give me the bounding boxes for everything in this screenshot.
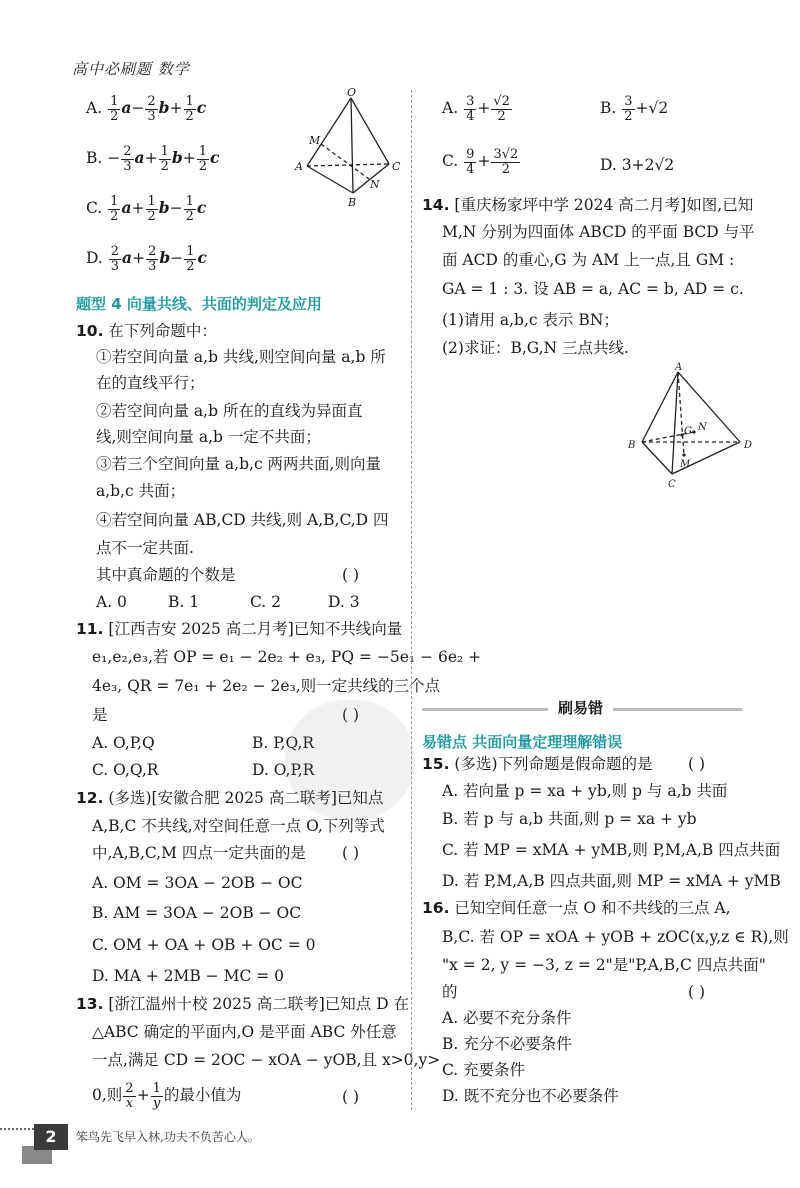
- q12-option-a[interactable]: A. OM = 3OA − 2OB − OC: [92, 874, 303, 892]
- q12-line-1: 12. (多选)[安徽合肥 2025 高二联考]已知点: [76, 789, 384, 807]
- fig1-label-n: N: [370, 178, 380, 191]
- q10-line-8: 点不一定共面.: [96, 539, 194, 557]
- q10-option-d[interactable]: D. 3: [328, 593, 360, 611]
- q15-stem: 15. (多选)下列命题是假命题的是: [422, 755, 653, 773]
- section-title-4: 题型 4 向量共线、共面的判定及应用: [76, 295, 322, 313]
- q12-line-2: A,B,C 不共线,对空间任意一点 O,下列等式: [92, 817, 385, 835]
- q15-option-c[interactable]: C. 若 MP = xMA + yMB,则 P,M,A,B 四点共面: [442, 841, 781, 859]
- q9-option-a[interactable]: A. $\frac{1}{2}$ a− $\frac{2}{3}$ b+ $\frac{1}{2}$ c: [86, 94, 207, 124]
- q14-line-2: M,N 分别为四面体 ABCD 的平面 BCD 与平: [442, 223, 755, 241]
- q15-option-a[interactable]: A. 若向量 p = xa + yb,则 p 与 a,b 共面: [442, 782, 728, 800]
- q12-option-d[interactable]: D. MA + 2MB − MC = 0: [92, 967, 285, 985]
- q12-answer-paren: ( ): [342, 844, 360, 862]
- q10-line-6: a,b,c 共面；: [96, 482, 186, 500]
- fig2-label-n: N: [698, 422, 707, 433]
- page-header: 高中必刷题 数学: [72, 60, 190, 78]
- fig2-label-m: M: [680, 459, 691, 470]
- q15-answer-paren: ( ): [688, 755, 706, 773]
- q14-part-2: (2)求证：B,G,N 三点共线.: [442, 339, 629, 357]
- fig1-label-o: O: [347, 88, 357, 99]
- fig2-label-b: B: [628, 440, 636, 451]
- q10-line-4: 线,则空间向量 a,b 一定不共面；: [96, 428, 321, 446]
- q13-line-1: 13. [浙江温州十校 2025 高二联考]已知点 D 在: [76, 995, 410, 1013]
- q14-line-4: GA = 1 : 3. 设 AB = a, AC = b, AD = c.: [442, 280, 744, 298]
- q12-option-b[interactable]: B. AM = 3OA − 2OB − OC: [92, 904, 302, 922]
- q11-option-c[interactable]: C. O,Q,R: [92, 761, 159, 779]
- section-title-mistakes: 刷易错: [548, 697, 613, 718]
- q14-line-3: 面 ACD 的重心,G 为 AM 上一点,且 GM :: [442, 251, 735, 269]
- q11-answer-paren: ( ): [342, 706, 360, 724]
- q11-line-3: 4e₃, QR = 7e₁ + 2e₂ − 2e₃,则一定共线的三个点: [92, 677, 441, 695]
- q16-line-1: 16. 已知空间任意一点 O 和不共线的三点 A,: [422, 899, 731, 917]
- q9-option-d[interactable]: D. $\frac{2}{3}$ a+ $\frac{2}{3}$ b− $\frac{1}{2}$ c: [86, 244, 207, 274]
- q13-option-a[interactable]: A. $\frac{3}{4}$ + $\frac{√2}{2}$: [442, 94, 510, 124]
- q11-line-4: 是: [92, 706, 108, 724]
- mistake-point-title: 易错点 共面向量定理理解错误: [422, 733, 623, 751]
- fig1-label-m: M: [309, 134, 321, 147]
- q10-option-c[interactable]: C. 2: [250, 593, 282, 611]
- q13-line-4: 0,则 $\frac{2}{x}$ + $\frac{1}{y}$ 的最小值为: [92, 1081, 242, 1111]
- q16-option-c[interactable]: C. 充要条件: [442, 1061, 526, 1079]
- q9-option-c[interactable]: C. $\frac{1}{2}$ a+ $\frac{1}{2}$ b− $\frac{1}{2}$ c: [86, 194, 207, 224]
- footer-motto: 笨鸟先飞早入林,功夫不负苦心人。: [76, 1130, 260, 1144]
- q10-line-2: 在的直线平行；: [96, 374, 205, 392]
- fig2-label-c: C: [668, 479, 676, 490]
- right-column-lower: [412, 0, 800, 1110]
- q16-option-a[interactable]: A. 必要不充分条件: [442, 1009, 572, 1027]
- q16-line-2: B,C. 若 OP = xOA + yOB + zOC(x,y,z ∈ R),则: [442, 928, 789, 946]
- q16-option-d[interactable]: D. 既不充分也不必要条件: [442, 1087, 619, 1105]
- fig1-label-b: B: [348, 196, 357, 209]
- q10-line-1: ①若空间向量 a,b 共线,则空间向量 a,b 所: [96, 348, 386, 366]
- q9-option-b[interactable]: B. − $\frac{2}{3}$ a+ $\frac{1}{2}$ b+ $\frac{1}{2}$ c: [86, 144, 220, 174]
- q10-option-a[interactable]: A. 0: [96, 593, 127, 611]
- q16-line-4: 的: [442, 983, 458, 1001]
- q12-option-c[interactable]: C. OM + OA + OB + OC = 0: [92, 936, 316, 954]
- q13-option-d[interactable]: D. 3+2√2: [600, 156, 675, 174]
- q10-stem: 10. 在下列命题中：: [76, 322, 217, 340]
- q16-option-b[interactable]: B. 充分不必要条件: [442, 1035, 572, 1053]
- q10-option-b[interactable]: B. 1: [168, 593, 200, 611]
- footer-dots: [0, 1128, 34, 1130]
- q11-option-d[interactable]: D. O,P,R: [252, 761, 315, 779]
- fig2-label-d: D: [744, 440, 753, 451]
- tetrahedron-figure-1: [285, 88, 405, 213]
- q13-option-b[interactable]: B. $\frac{3}{2}$ +√2: [600, 94, 669, 124]
- q13-line-3: 一点,满足 CD = 2OC − xOA − yOB,且 x>0,y>: [92, 1051, 441, 1069]
- q11-option-a[interactable]: A. O,P,Q: [92, 734, 155, 752]
- q13-option-c[interactable]: C. $\frac{9}{4}$ + $\frac{3√2}{2}$: [442, 147, 519, 177]
- q11-line-1: 11. [江西吉安 2025 高二月考]已知不共线向量: [76, 620, 403, 638]
- q16-answer-paren: ( ): [688, 983, 706, 1001]
- q15-option-b[interactable]: B. 若 p 与 a,b 共面,则 p = xa + yb: [442, 810, 697, 828]
- page-number: 2: [34, 1124, 68, 1150]
- q11-option-b[interactable]: B. P,Q,R: [252, 734, 314, 752]
- q11-line-2: e₁,e₂,e₃,若 OP = e₁ − 2e₂ + e₃, PQ = −5e₁ − 6e₂ +: [92, 648, 482, 666]
- fig2-label-a: A: [675, 362, 683, 373]
- q12-line-3: 中,A,B,C,M 四点一定共面的是: [92, 844, 306, 862]
- q10-answer-paren: ( ): [342, 566, 360, 584]
- fig1-label-c: C: [392, 160, 401, 173]
- fig1-label-a: A: [295, 160, 303, 173]
- q10-line-7: ④若空间向量 AB,CD 共线,则 A,B,C,D 四: [96, 511, 389, 529]
- q14-line-1: 14. [重庆杨家坪中学 2024 高二月考]如图,已知: [422, 196, 754, 214]
- q15-option-d[interactable]: D. 若 P,M,A,B 四点共面,则 MP = xMA + yMB: [442, 872, 781, 890]
- q16-line-3: "x = 2, y = −3, z = 2"是"P,A,B,C 四点共面": [442, 956, 766, 974]
- q10-line-9: 其中真命题的个数是: [96, 566, 236, 584]
- fig2-label-g: G: [684, 426, 692, 437]
- q13-line-2: △ABC 确定的平面内,O 是平面 ABC 外任意: [92, 1023, 397, 1041]
- q14-part-1: (1)请用 a,b,c 表示 BN；: [442, 311, 619, 329]
- q10-line-3: ②若空间向量 a,b 所在的直线为异面直: [96, 402, 363, 420]
- q13-answer-paren: ( ): [342, 1088, 360, 1106]
- q10-line-5: ③若三个空间向量 a,b,c 两两共面,则向量: [96, 455, 381, 473]
